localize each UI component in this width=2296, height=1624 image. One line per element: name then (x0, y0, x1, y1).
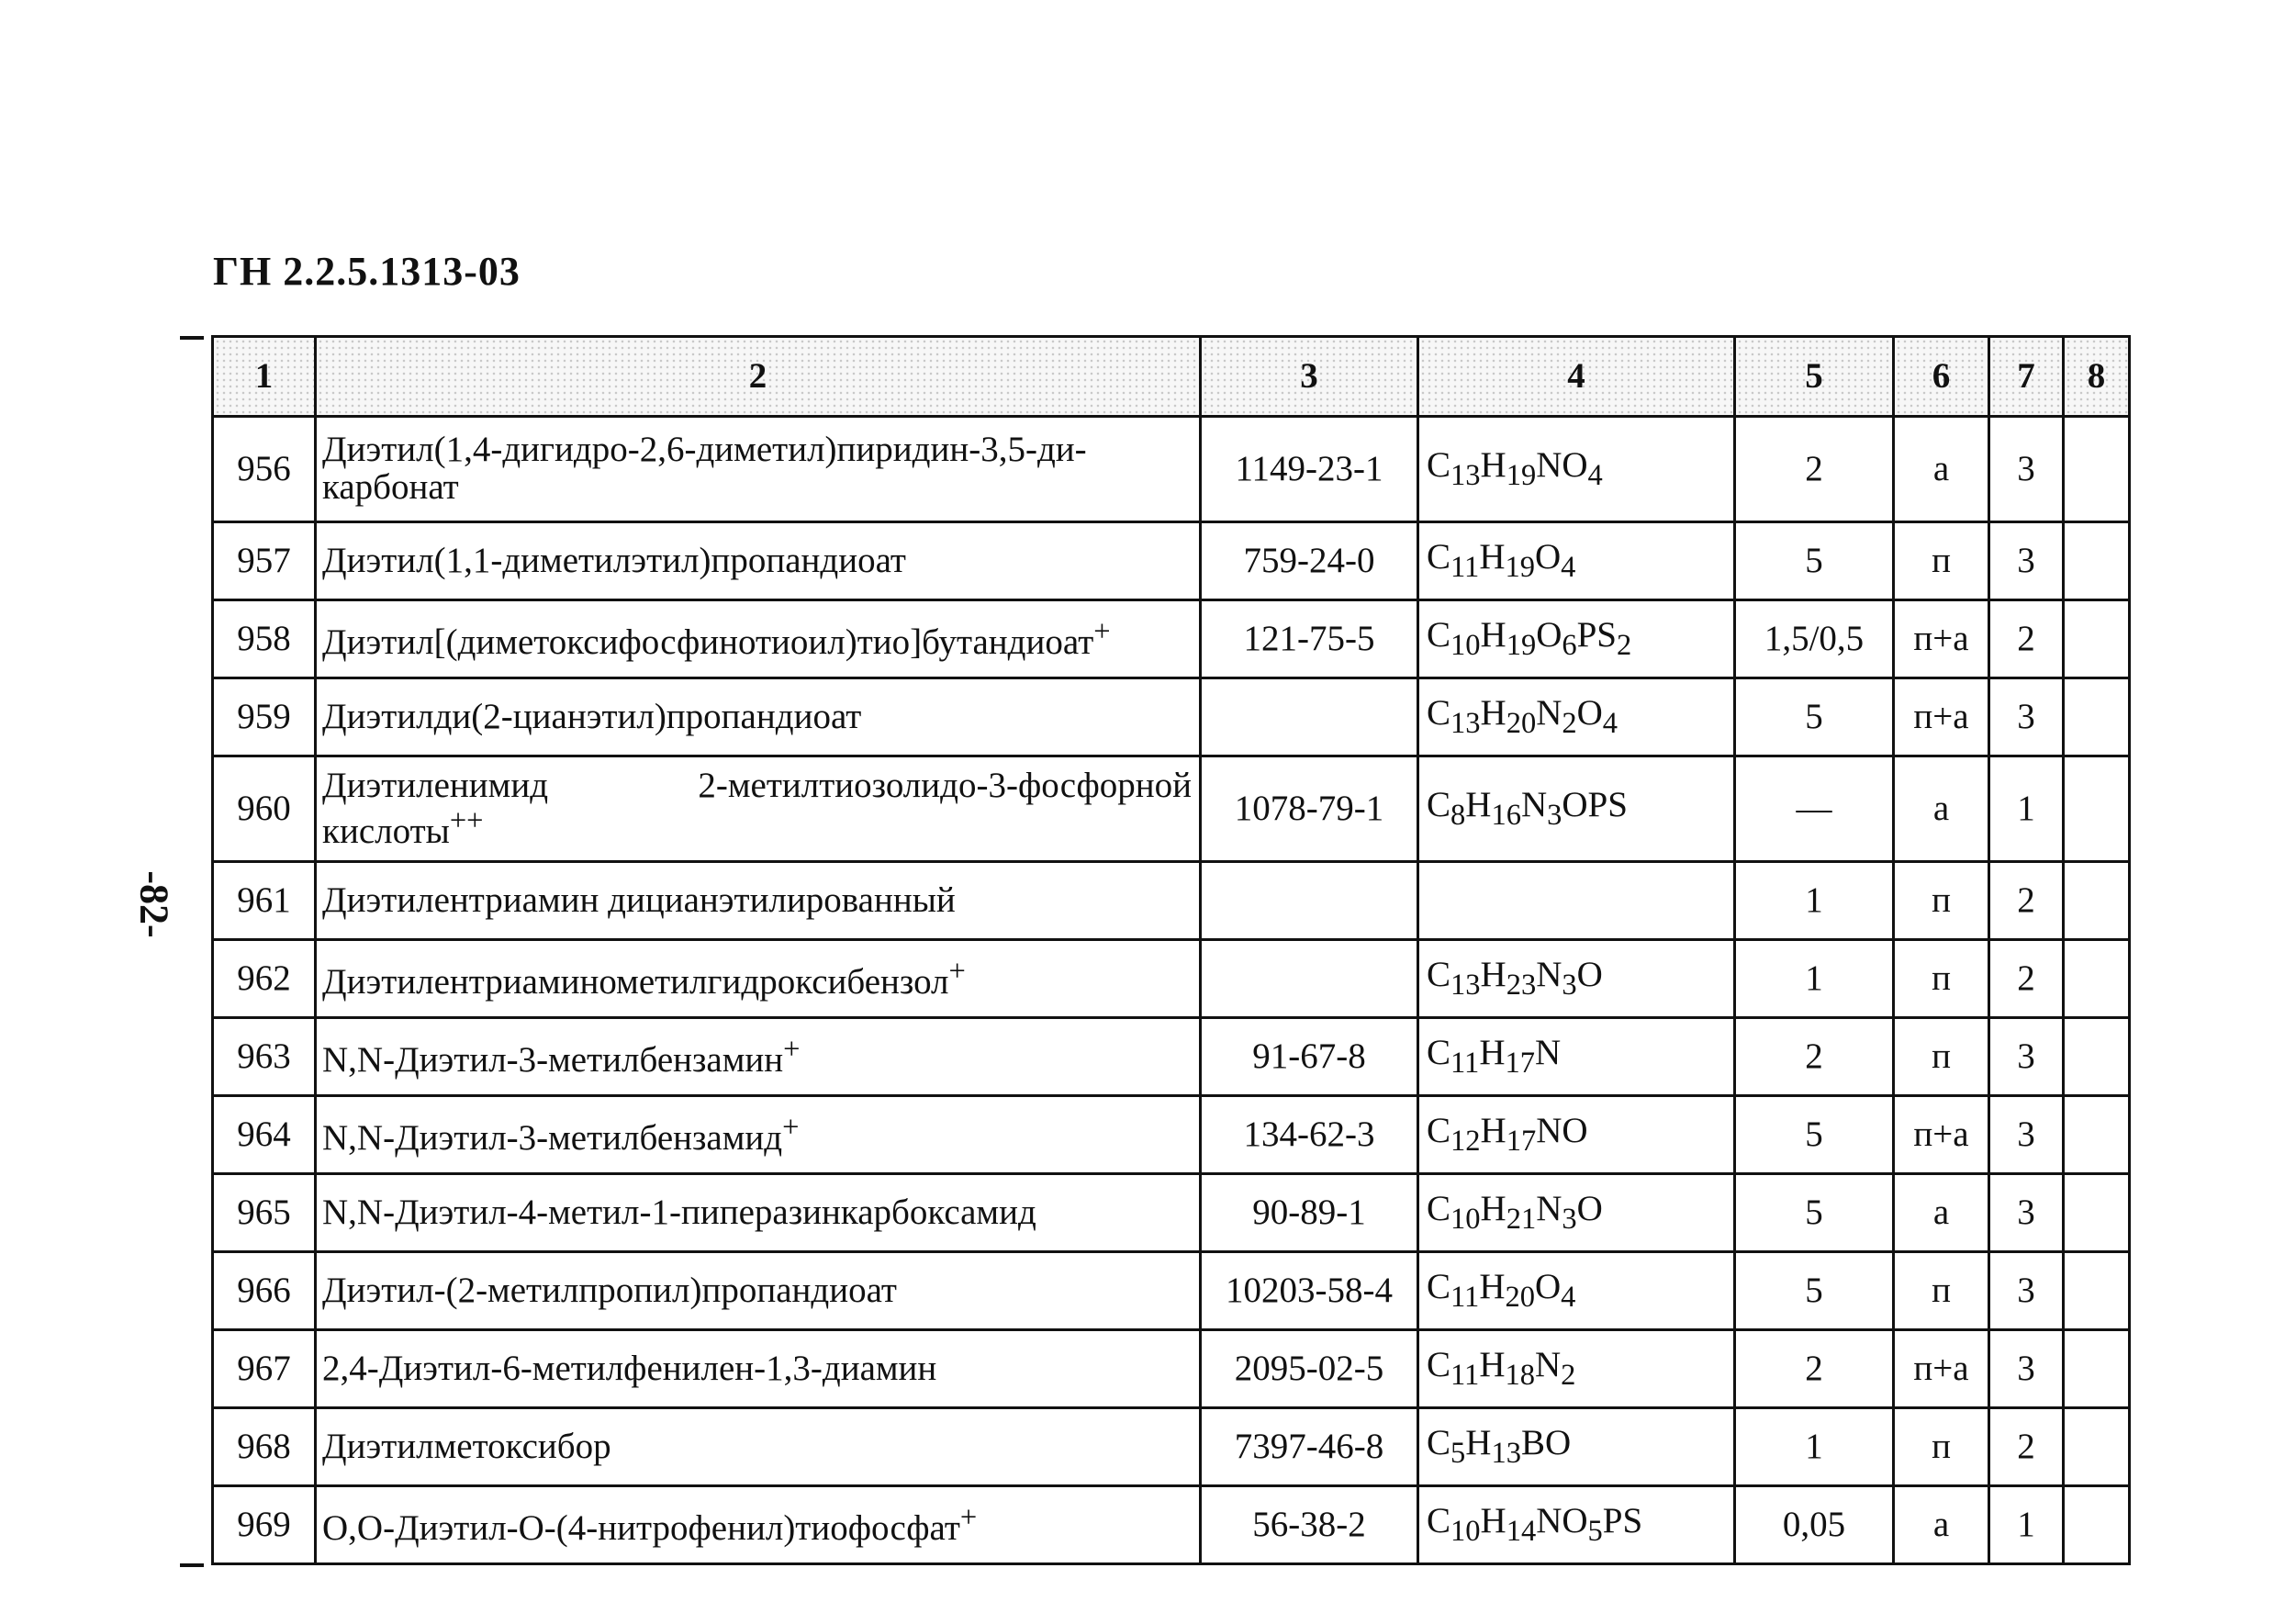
cas-number: 121-75-5 (1201, 600, 1418, 678)
note-cell (2064, 678, 2130, 756)
table-row (213, 1252, 2130, 1330)
hazard-class: 2 (1989, 862, 2064, 940)
table-row (213, 1486, 2130, 1564)
cas-number: 1078-79-1 (1201, 756, 1418, 862)
limit-value: 0,05 (1735, 1486, 1894, 1564)
substance-name: O,O-Диэтил-O-(4-нитрофенил)тиофосфат+ (316, 1486, 1201, 1564)
chemical-formula: $C_8H_{16}N_3OPS$ (1418, 756, 1735, 862)
left-cut-mark (180, 1563, 204, 1567)
note-cell (2064, 1486, 2130, 1564)
cas-number: 10203-58-4 (1201, 1252, 1418, 1330)
note-cell (2064, 522, 2130, 600)
row-number: 968 (213, 1408, 316, 1486)
note-cell (2064, 756, 2130, 862)
table-row (213, 1174, 2130, 1252)
hazard-class: 3 (1989, 1018, 2064, 1096)
note-cell (2064, 1018, 2130, 1096)
note-cell (2064, 1174, 2130, 1252)
substance-name: 2,4-Диэтил-6-метилфенилен-1,3-диамин (316, 1330, 1201, 1408)
limit-value: 5 (1735, 1174, 1894, 1252)
aggregate-state: а (1894, 756, 1989, 862)
aggregate-state: п (1894, 940, 1989, 1018)
chemical-formula: $C_{11}H_{19}O_4$ (1418, 522, 1735, 600)
aggregate-state: п (1894, 522, 1989, 600)
header-row (213, 337, 2130, 417)
substance-name: N,N-Диэтил-4-метил-1-пиперазинкарбоксамид (316, 1174, 1201, 1252)
chemical-formula: $C_5H_{13}BO$ (1418, 1408, 1735, 1486)
chemical-formula: $C_{11}H_{17}N$ (1418, 1018, 1735, 1096)
cas-number: 7397-46-8 (1201, 1408, 1418, 1486)
hazard-class: 3 (1989, 417, 2064, 522)
row-number: 967 (213, 1330, 316, 1408)
substance-name: N,N-Диэтил-3-метилбензамид+ (316, 1096, 1201, 1174)
column-header-2: 2 (316, 337, 1201, 417)
note-cell (2064, 1330, 2130, 1408)
limit-value: 2 (1735, 1018, 1894, 1096)
note-cell (2064, 1408, 2130, 1486)
chemical-formula: $C_{12}H_{17}NO$ (1418, 1096, 1735, 1174)
cas-number: 1149-23-1 (1201, 417, 1418, 522)
aggregate-state: п (1894, 1018, 1989, 1096)
aggregate-state: п+а (1894, 600, 1989, 678)
column-header-5: 5 (1735, 337, 1894, 417)
note-cell (2064, 600, 2130, 678)
chemical-formula (1418, 862, 1735, 940)
substance-name: Диэтил-(2-метилпропил)пропандиоат (316, 1252, 1201, 1330)
aggregate-state: п+а (1894, 1330, 1989, 1408)
substance-name: Диэтиленимид 2-метилтиозолидо-3-фосфорной кислоты++ (316, 756, 1201, 862)
row-number: 959 (213, 678, 316, 756)
cas-number: 91-67-8 (1201, 1018, 1418, 1096)
table-row (213, 1018, 2130, 1096)
row-number: 957 (213, 522, 316, 600)
row-number: 958 (213, 600, 316, 678)
hazard-class: 3 (1989, 1174, 2064, 1252)
table-row (213, 678, 2130, 756)
document-code: ГН 2.2.5.1313-03 (213, 249, 521, 294)
chemical-formula: $C_{11}H_{20}O_4$ (1418, 1252, 1735, 1330)
row-number: 965 (213, 1174, 316, 1252)
hazard-class: 1 (1989, 756, 2064, 862)
left-cut-mark (180, 336, 204, 340)
table-row (213, 940, 2130, 1018)
limit-value: 2 (1735, 417, 1894, 522)
aggregate-state: п (1894, 862, 1989, 940)
chemical-formula: $C_{10}H_{14}NO_5PS$ (1418, 1486, 1735, 1564)
row-number: 962 (213, 940, 316, 1018)
cas-number: 56-38-2 (1201, 1486, 1418, 1564)
substance-name: Диэтил[(диметоксифосфинотиоил)тио]бутандиоат+ (316, 600, 1201, 678)
aggregate-state: а (1894, 1486, 1989, 1564)
limit-value: 1,5/0,5 (1735, 600, 1894, 678)
aggregate-state: а (1894, 417, 1989, 522)
limit-value: 1 (1735, 940, 1894, 1018)
hazard-class: 2 (1989, 1408, 2064, 1486)
column-header-4: 4 (1418, 337, 1735, 417)
chemical-formula: $C_{11}H_{18}N_2$ (1418, 1330, 1735, 1408)
hazard-class: 1 (1989, 1486, 2064, 1564)
table-row (213, 417, 2130, 522)
column-header-1: 1 (213, 337, 316, 417)
row-number: 960 (213, 756, 316, 862)
hazard-class: 3 (1989, 1252, 2064, 1330)
hazard-class: 3 (1989, 678, 2064, 756)
substance-name: N,N-Диэтил-3-метилбензамин+ (316, 1018, 1201, 1096)
row-number: 961 (213, 862, 316, 940)
substance-name: Диэтилди(2-цианэтил)пропандиоат (316, 678, 1201, 756)
hazard-class: 3 (1989, 522, 2064, 600)
table-row (213, 862, 2130, 940)
note-cell (2064, 940, 2130, 1018)
limit-value: 5 (1735, 1252, 1894, 1330)
substance-name: Диэтилентриаминометилгидроксибензол+ (316, 940, 1201, 1018)
cas-number: 759-24-0 (1201, 522, 1418, 600)
note-cell (2064, 862, 2130, 940)
page-number: -82- (131, 870, 177, 938)
substance-name: Диэтилметоксибор (316, 1408, 1201, 1486)
hazard-class: 3 (1989, 1330, 2064, 1408)
cas-number: 90-89-1 (1201, 1174, 1418, 1252)
chemical-formula: $C_{13}H_{20}N_2O_4$ (1418, 678, 1735, 756)
table-row (213, 756, 2130, 862)
substance-name: Диэтил(1,4-дигидро-2,6-диметил)пиридин-3,5-ди-карбонат (316, 417, 1201, 522)
table-row (213, 1096, 2130, 1174)
limit-value: 2 (1735, 1330, 1894, 1408)
table-row (213, 600, 2130, 678)
table-row (213, 522, 2130, 600)
row-number: 966 (213, 1252, 316, 1330)
aggregate-state: п+а (1894, 1096, 1989, 1174)
chemical-formula: $C_{10}H_{21}N_3O$ (1418, 1174, 1735, 1252)
row-number: 963 (213, 1018, 316, 1096)
aggregate-state: п (1894, 1252, 1989, 1330)
column-header-7: 7 (1989, 337, 2064, 417)
aggregate-state: п (1894, 1408, 1989, 1486)
limit-value: 5 (1735, 1096, 1894, 1174)
chemical-formula: $C_{10}H_{19}O_6PS_2$ (1418, 600, 1735, 678)
cas-number (1201, 862, 1418, 940)
row-number: 969 (213, 1486, 316, 1564)
note-cell (2064, 417, 2130, 522)
aggregate-state: п+а (1894, 678, 1989, 756)
substance-name: Диэтилентриамин дицианэтилированный (316, 862, 1201, 940)
cas-number: 2095-02-5 (1201, 1330, 1418, 1408)
chemical-formula: $C_{13}H_{23}N_3O$ (1418, 940, 1735, 1018)
substances-table (211, 335, 2131, 1565)
limit-value: 1 (1735, 862, 1894, 940)
row-number: 956 (213, 417, 316, 522)
limit-value: 1 (1735, 1408, 1894, 1486)
limit-value: 5 (1735, 522, 1894, 600)
cas-number: 134-62-3 (1201, 1096, 1418, 1174)
column-header-3: 3 (1201, 337, 1418, 417)
cas-number (1201, 678, 1418, 756)
hazard-class: 2 (1989, 940, 2064, 1018)
substance-name: Диэтил(1,1-диметилэтил)пропандиоат (316, 522, 1201, 600)
note-cell (2064, 1096, 2130, 1174)
table-row (213, 1408, 2130, 1486)
hazard-class: 3 (1989, 1096, 2064, 1174)
note-cell (2064, 1252, 2130, 1330)
column-header-6: 6 (1894, 337, 1989, 417)
chemical-formula: $C_{13}H_{19}NO_4$ (1418, 417, 1735, 522)
limit-value: 5 (1735, 678, 1894, 756)
aggregate-state: а (1894, 1174, 1989, 1252)
table-row (213, 1330, 2130, 1408)
column-header-8: 8 (2064, 337, 2130, 417)
row-number: 964 (213, 1096, 316, 1174)
hazard-class: 2 (1989, 600, 2064, 678)
limit-value: — (1735, 756, 1894, 862)
cas-number (1201, 940, 1418, 1018)
